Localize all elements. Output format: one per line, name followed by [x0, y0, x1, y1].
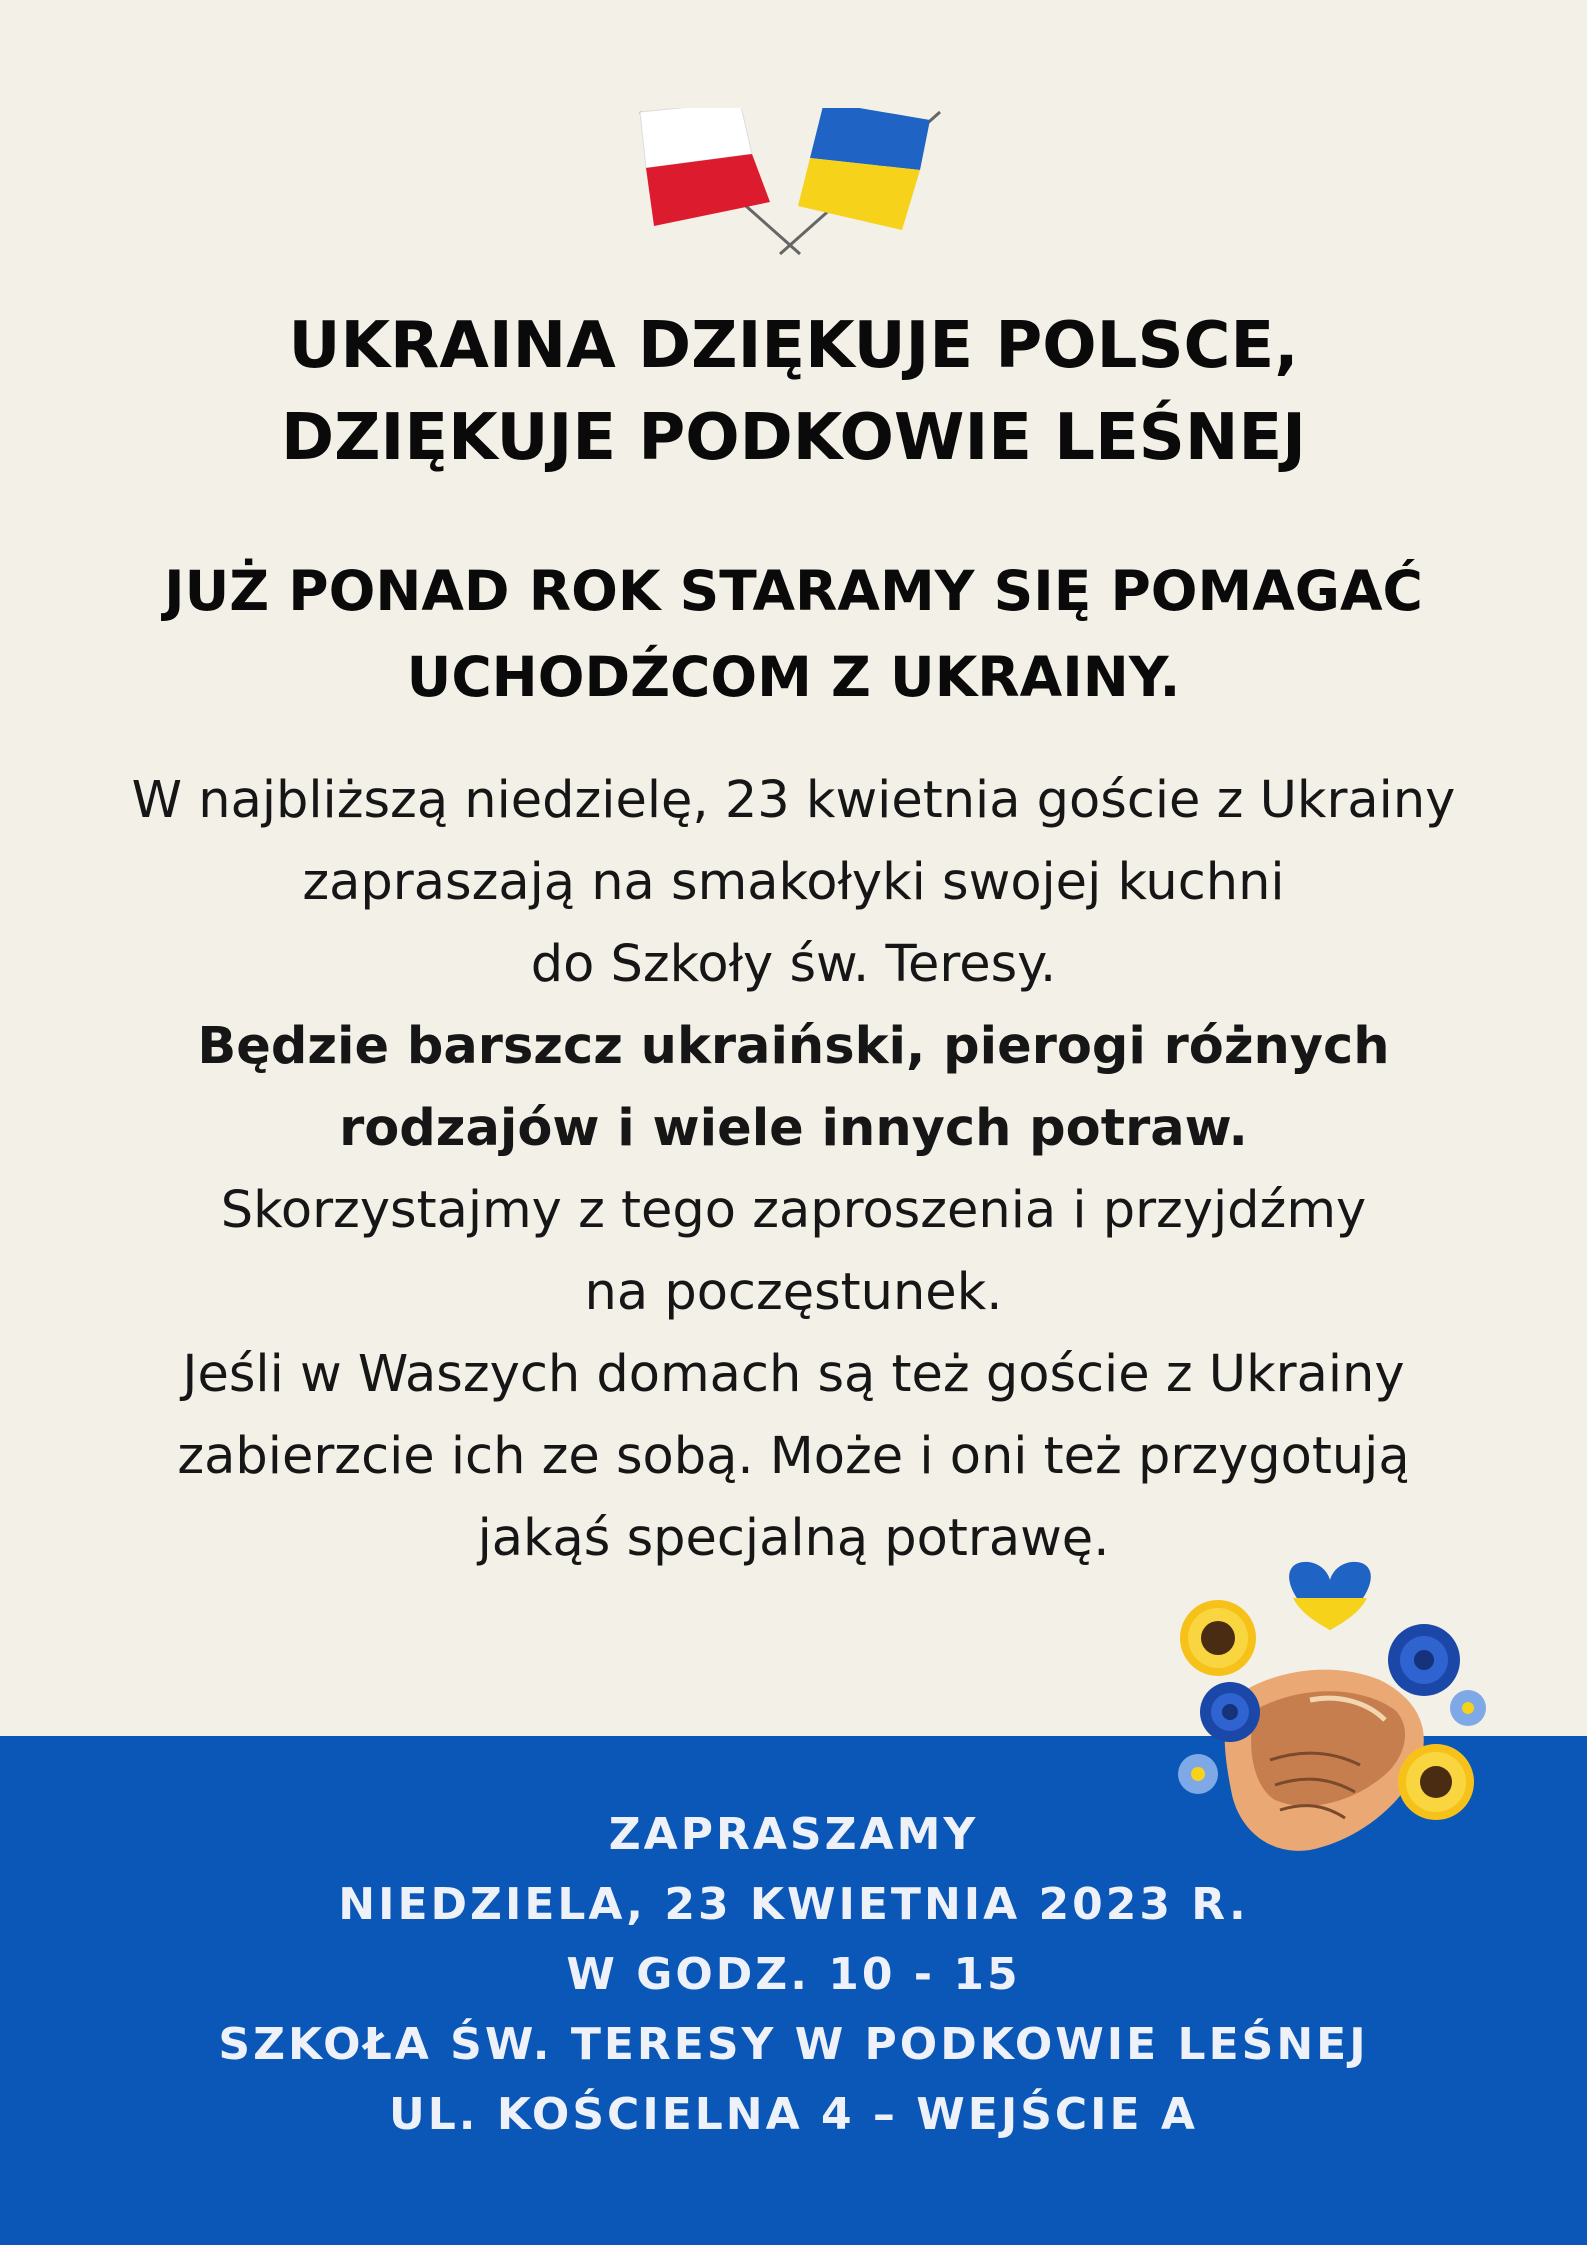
- footer-line: SZKOŁA ŚW. TERESY W PODKOWIE LEŚNEJ: [218, 2019, 1369, 2070]
- title-line: UKRAINA DZIĘKUJE POLSCE,: [288, 309, 1299, 383]
- subtitle-line: UCHODŹCOM Z UKRAINY.: [406, 645, 1181, 709]
- body-line: zapraszają na smakołyki swojej kuchni: [302, 853, 1285, 912]
- subtitle: [0, 548, 1587, 720]
- footer-line: UL. KOŚCIELNA 4 – WEJŚCIE A: [389, 2089, 1198, 2140]
- footer-line: ZAPRASZAMY: [608, 1809, 979, 1860]
- heart-hands-flowers-icon: [1160, 1560, 1500, 1870]
- main-title: [0, 300, 1587, 484]
- title-line: DZIĘKUJE PODKOWIE LEŚNEJ: [281, 401, 1306, 475]
- subtitle-line: JUŻ PONAD ROK STARAMY SIĘ POMAGAĆ: [164, 559, 1423, 623]
- crossed-flags-icon: [630, 108, 950, 258]
- ukraine-flag-icon: [798, 108, 930, 230]
- cornflower-icon: [1388, 1624, 1460, 1696]
- footer-line: NIEDZIELA, 23 KWIETNIA 2023 R.: [338, 1879, 1249, 1930]
- sunflower-icon: [1398, 1744, 1474, 1820]
- body-bold-line: rodzajów i wiele innych potraw.: [339, 1099, 1248, 1158]
- small-flower-icon: [1178, 1754, 1218, 1794]
- sunflower-icon: [1180, 1600, 1256, 1676]
- body-line: Skorzystajmy z tego zaproszenia i przyjdźmy: [220, 1181, 1367, 1240]
- body-bold-line: Będzie barszcz ukraiński, pierogi różnych: [197, 1017, 1390, 1076]
- cornflower-icon: [1200, 1682, 1260, 1742]
- body-line: W najbliższą niedzielę, 23 kwietnia goście z Ukrainy: [131, 771, 1456, 830]
- footer-line: W GODZ. 10 - 15: [566, 1949, 1021, 2000]
- body-line: na poczęstunek.: [584, 1263, 1003, 1322]
- body-line: zabierzcie ich ze sobą. Może i oni też przygotują: [177, 1427, 1410, 1486]
- body-line: jakąś specjalną potrawę.: [477, 1509, 1110, 1568]
- body-text: [0, 760, 1587, 1580]
- small-flower-icon: [1450, 1690, 1486, 1726]
- body-line: do Szkoły św. Teresy.: [530, 935, 1057, 994]
- body-line: Jeśli w Waszych domach są też goście z Ukrainy: [182, 1345, 1405, 1404]
- heart-icon: [1289, 1562, 1371, 1630]
